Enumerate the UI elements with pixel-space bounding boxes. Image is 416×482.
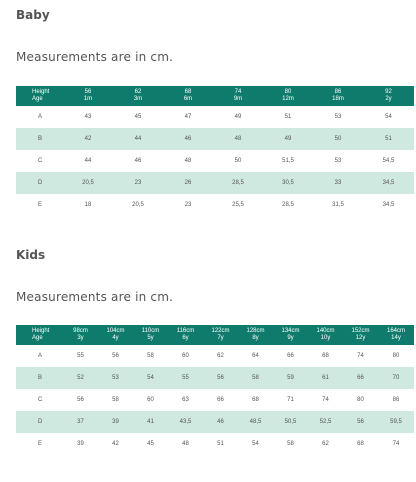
table-cell: 52,5 — [308, 411, 343, 433]
table-cell: 62 — [322, 441, 329, 447]
table-cell: 46 — [134, 158, 142, 164]
col-height: 110cm — [141, 328, 160, 334]
kids-col-header — [238, 325, 273, 345]
col-height: 74 — [234, 89, 242, 95]
table-cell: 64 — [252, 353, 259, 359]
col-age: 2y — [385, 96, 392, 102]
kids-col-header — [168, 325, 203, 345]
col-age: 6m — [183, 96, 193, 102]
height-label: Height — [32, 89, 50, 95]
table-cell: 61 — [308, 367, 343, 389]
table-cell: 68 — [252, 397, 259, 403]
table-cell: 68 — [357, 441, 364, 447]
row-label: C — [38, 397, 43, 403]
col-age: 6y — [182, 335, 189, 341]
table-cell: 42 — [63, 128, 113, 150]
col-height: 92 — [385, 89, 392, 95]
table-cell: 58 — [112, 397, 119, 403]
col-height: 152cm — [351, 328, 370, 334]
table-cell: 28,5 — [213, 172, 263, 194]
baby-col-header — [263, 86, 313, 106]
col-height: 80 — [284, 89, 292, 95]
kids-section-title: Kids — [16, 248, 46, 262]
table-cell: 48,5 — [238, 411, 273, 433]
table-cell: 45 — [134, 114, 142, 120]
table-cell: 54 — [133, 367, 168, 389]
table-cell: 20,5 — [63, 172, 113, 194]
table-cell: 59 — [273, 367, 308, 389]
col-height: 56 — [84, 89, 92, 95]
row-label: A — [38, 353, 43, 359]
table-cell: 43,5 — [168, 411, 203, 433]
col-age: 9y — [287, 335, 294, 341]
table-cell: 86 — [392, 397, 400, 403]
table-cell: 74 — [357, 353, 364, 359]
age-label: Age — [32, 96, 43, 102]
kids-col-header — [308, 325, 343, 345]
table-cell: 26 — [163, 172, 213, 194]
col-height: 116cm — [176, 328, 195, 334]
col-height: 122cm — [211, 328, 230, 334]
col-height: 68 — [184, 89, 192, 95]
table-cell: 50 — [313, 128, 363, 150]
table-cell: 41 — [133, 411, 168, 433]
table-cell: 58 — [147, 353, 154, 359]
table-cell: 46 — [163, 128, 213, 150]
table-cell: 80 — [357, 397, 364, 403]
table-cell: 39 — [77, 441, 84, 447]
baby-header-label — [16, 86, 63, 106]
table-cell: 59,5 — [378, 411, 414, 433]
col-height: 62 — [134, 89, 142, 95]
kids-col-header — [343, 325, 378, 345]
col-age: 3y — [77, 335, 84, 341]
table-cell: 51 — [363, 128, 414, 150]
col-height: 140cm — [316, 328, 335, 334]
table-row — [16, 106, 414, 128]
row-label: A — [38, 114, 43, 120]
table-cell: 51,5 — [282, 158, 294, 164]
table-cell: 56 — [77, 397, 84, 403]
age-label: Age — [32, 335, 43, 341]
table-cell: 66 — [287, 353, 294, 359]
col-age: 10y — [320, 335, 331, 341]
baby-col-header — [113, 86, 163, 106]
table-cell: 23 — [113, 172, 163, 194]
baby-size-table — [16, 86, 414, 216]
baby-section-title: Baby — [16, 8, 50, 22]
col-age: 4y — [112, 335, 119, 341]
table-cell: 60 — [182, 353, 189, 359]
col-age: 14y — [391, 335, 401, 341]
col-height: 134cm — [281, 328, 300, 334]
row-label: B — [16, 128, 63, 150]
table-cell: 74 — [322, 397, 329, 403]
table-cell: 53 — [98, 367, 133, 389]
table-cell: 55 — [168, 367, 203, 389]
kids-col-header — [98, 325, 133, 345]
baby-col-header — [363, 86, 414, 106]
table-cell: 48 — [182, 441, 189, 447]
col-age: 1m — [83, 96, 93, 102]
row-label: D — [16, 411, 63, 433]
kids-header-row — [16, 325, 414, 345]
table-cell: 50 — [234, 158, 242, 164]
table-row — [16, 172, 414, 194]
table-cell: 53 — [334, 158, 342, 164]
table-cell: 39 — [98, 411, 133, 433]
table-cell: 56 — [112, 353, 119, 359]
kids-col-header — [378, 325, 414, 345]
col-age: 7y — [217, 335, 224, 341]
table-cell: 34,5 — [363, 172, 414, 194]
col-age: 12y — [355, 335, 366, 341]
table-cell: 56 — [343, 411, 378, 433]
col-height: 86 — [334, 89, 342, 95]
table-row — [16, 433, 414, 455]
table-cell: 66 — [343, 367, 378, 389]
kids-col-header — [63, 325, 98, 345]
row-label: D — [16, 172, 63, 194]
kids-header-label — [16, 325, 63, 345]
baby-col-header — [63, 86, 113, 106]
col-age: 18m — [332, 96, 344, 102]
table-row — [16, 367, 414, 389]
table-cell: 60 — [147, 397, 154, 403]
baby-col-header — [163, 86, 213, 106]
table-cell: 70 — [378, 367, 414, 389]
table-cell: 50,5 — [273, 411, 308, 433]
table-cell: 49 — [263, 128, 313, 150]
row-label: C — [38, 158, 43, 164]
height-label: Height — [32, 328, 50, 334]
table-cell: 44 — [84, 158, 92, 164]
table-cell: 25,5 — [232, 202, 244, 208]
table-cell: 68 — [322, 353, 329, 359]
kids-size-table — [16, 325, 414, 455]
table-row — [16, 411, 414, 433]
table-cell: 34,5 — [382, 202, 395, 208]
table-cell: 66 — [217, 397, 224, 403]
col-height: 128cm — [246, 328, 265, 334]
table-cell: 54 — [252, 441, 259, 447]
table-row — [16, 194, 414, 216]
table-cell: 46 — [203, 411, 238, 433]
table-cell: 54,5 — [382, 158, 395, 164]
col-age: 3m — [133, 96, 143, 102]
table-cell: 53 — [334, 114, 342, 120]
table-cell: 49 — [234, 114, 242, 120]
table-cell: 45 — [147, 441, 154, 447]
kids-col-header — [203, 325, 238, 345]
table-cell: 51 — [217, 441, 224, 447]
table-cell: 52 — [63, 367, 98, 389]
table-row — [16, 150, 414, 172]
col-age: 12m — [282, 96, 294, 102]
table-cell: 51 — [284, 114, 292, 120]
table-cell: 63 — [182, 397, 189, 403]
table-cell: 58 — [238, 367, 273, 389]
table-cell: 43 — [84, 114, 92, 120]
table-cell: 31,5 — [332, 202, 344, 208]
col-age: 5y — [147, 335, 154, 341]
col-age: 9m — [233, 96, 243, 102]
row-label: E — [38, 441, 43, 447]
baby-col-header — [213, 86, 263, 106]
baby-header-row — [16, 86, 414, 106]
table-cell: 55 — [77, 353, 84, 359]
table-cell: 37 — [63, 411, 98, 433]
col-age: 8y — [252, 335, 259, 341]
table-cell: 62 — [217, 353, 224, 359]
table-cell: 47 — [184, 114, 192, 120]
table-cell: 30,5 — [263, 172, 313, 194]
table-cell: 20,5 — [132, 202, 144, 208]
table-cell: 42 — [112, 441, 119, 447]
table-cell: 18 — [84, 202, 92, 208]
table-cell: 56 — [203, 367, 238, 389]
table-row — [16, 389, 414, 411]
table-row — [16, 128, 414, 150]
baby-measurement-note: Measurements are in cm. — [16, 50, 174, 64]
col-height: 104cm — [106, 328, 125, 334]
col-height: 164cm — [386, 328, 405, 334]
row-label: B — [16, 367, 63, 389]
table-cell: 54 — [385, 114, 392, 120]
table-cell: 48 — [184, 158, 192, 164]
table-cell: 74 — [392, 441, 400, 447]
table-cell: 44 — [113, 128, 163, 150]
kids-col-header — [273, 325, 308, 345]
baby-col-header — [313, 86, 363, 106]
table-cell: 48 — [213, 128, 263, 150]
table-cell: 33 — [313, 172, 363, 194]
kids-col-header — [133, 325, 168, 345]
table-cell: 80 — [392, 353, 400, 359]
kids-measurement-note: Measurements are in cm. — [16, 290, 174, 304]
table-cell: 23 — [184, 202, 192, 208]
col-height: 98cm — [73, 328, 88, 334]
table-row — [16, 345, 414, 367]
table-cell: 71 — [287, 397, 294, 403]
row-label: E — [38, 202, 43, 208]
table-cell: 28,5 — [282, 202, 294, 208]
table-cell: 58 — [287, 441, 294, 447]
